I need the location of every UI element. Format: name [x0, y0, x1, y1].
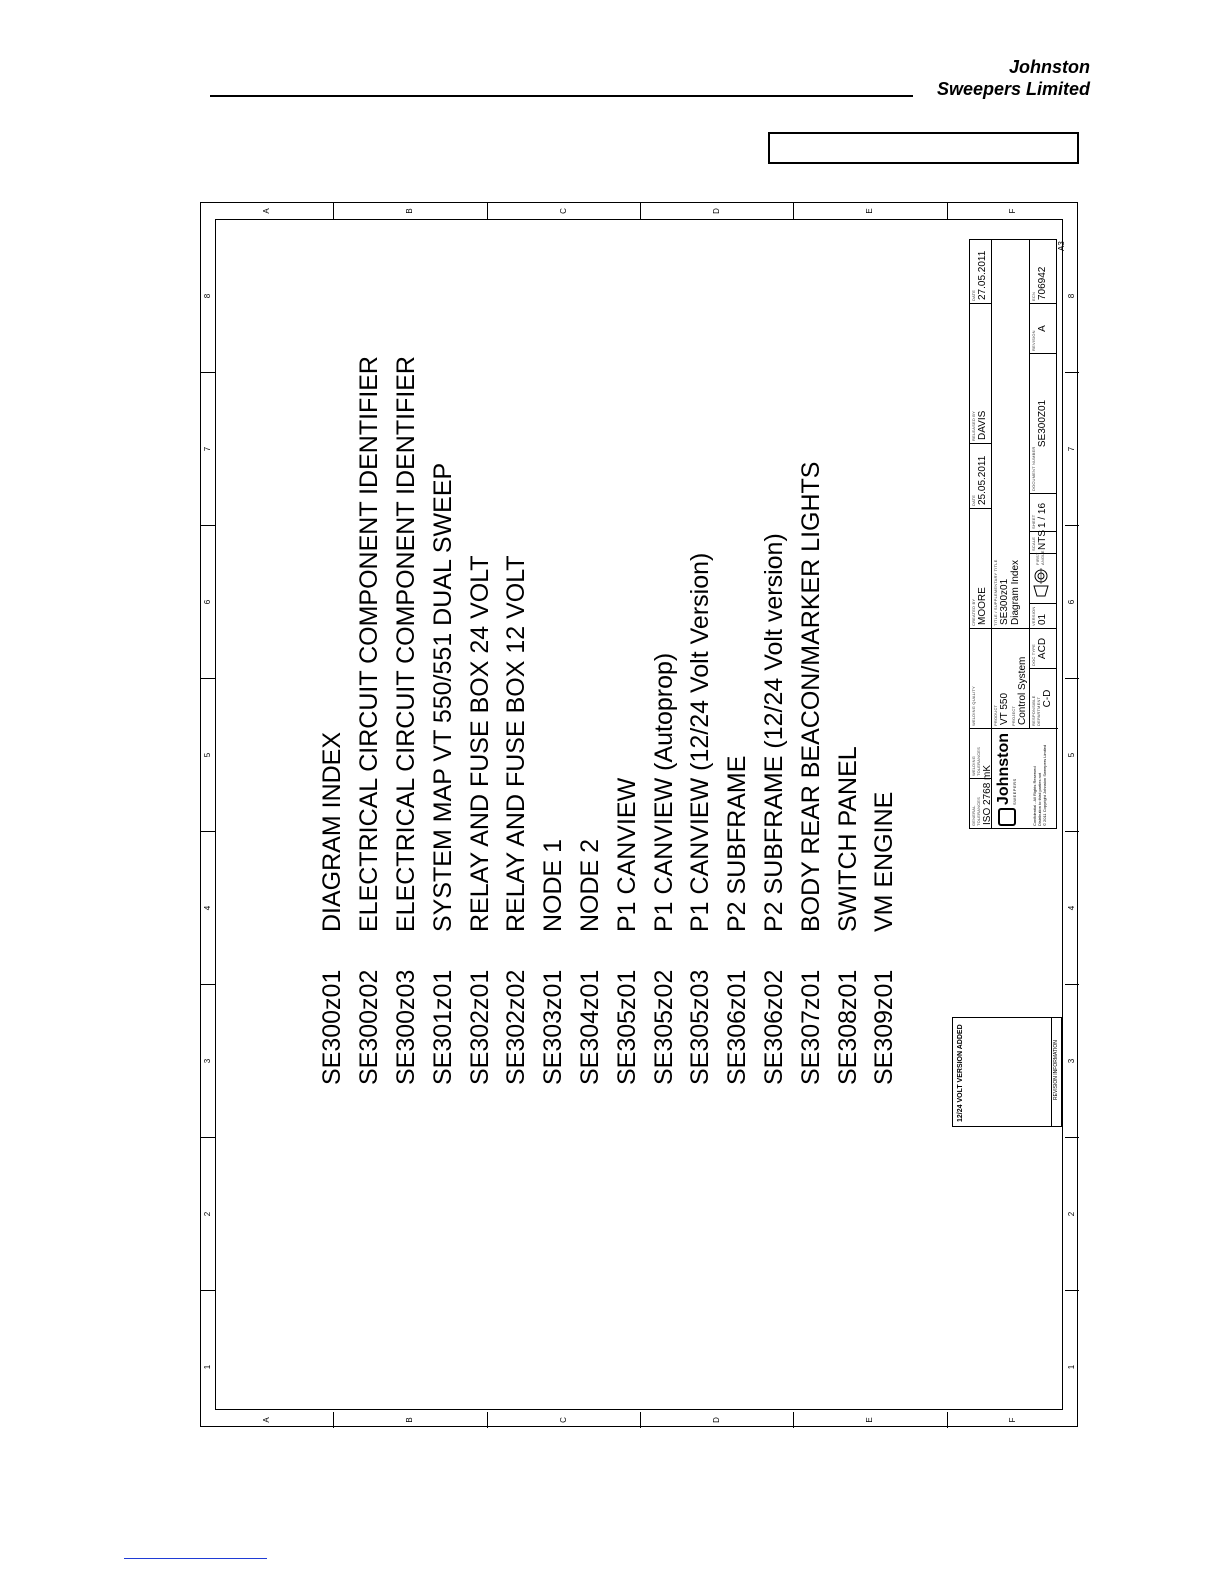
header-empty-box: [768, 132, 1079, 164]
index-row: [866, 356, 903, 1085]
general-tolerances: ISO 2768 mK: [982, 764, 993, 825]
index-title: SYSTEM MAP VT 550/551 DUAL SWEEP: [428, 462, 457, 932]
doc-number: SE300Z01: [1037, 399, 1048, 448]
index-row: [608, 356, 645, 1085]
index-title: ELECTRICAL CIRCUIT COMPONENT IDENTIFIER: [355, 356, 384, 932]
zone-row-label: 6: [1067, 599, 1076, 604]
diagram-index-list: [314, 356, 903, 1085]
index-code: SE301z01: [428, 969, 457, 1085]
index-row: [719, 356, 756, 1085]
version-cell: VERSION 01: [1030, 603, 1057, 628]
index-row: [351, 356, 388, 1085]
zone-column-label: B: [405, 1417, 414, 1423]
released-by: DAVIS: [977, 410, 988, 440]
zone-column-label: F: [1008, 1417, 1017, 1423]
index-title: P1 CANVIEW: [612, 777, 641, 932]
revision-entry: 12/24 VOLT VERSION ADDED: [957, 1024, 964, 1122]
index-code: SE305z01: [612, 969, 641, 1085]
zone-row-label: 2: [1067, 1211, 1076, 1216]
created-by: MOORE: [977, 587, 988, 625]
zone-column-label: E: [865, 208, 874, 214]
logo-sub: SWEEPERS: [1012, 778, 1017, 805]
index-row: [388, 356, 425, 1085]
zone-row-label: 7: [1067, 446, 1076, 451]
zone-tick: [793, 1412, 794, 1428]
index-code: SE309z01: [870, 969, 899, 1085]
zone-tick: [201, 1290, 215, 1291]
zone-tick: [1065, 1137, 1079, 1138]
revision-letter: A: [1037, 325, 1048, 332]
index-row: [829, 356, 866, 1085]
logo-name: Johnston: [995, 733, 1012, 805]
copyright: © 2011 Copyright Johnston Sweepers Limited: [1042, 744, 1047, 826]
index-code: SE300z01: [318, 969, 347, 1085]
index-row: [792, 356, 829, 1085]
created-date: 25.05.2011: [977, 455, 988, 505]
index-title: P1 CANVIEW (Autoprop): [649, 652, 678, 932]
zone-row-label: 1: [203, 1364, 212, 1369]
index-title: ELECTRICAL CIRCUIT COMPONENT IDENTIFIER: [391, 356, 420, 932]
projection-cell: FIRST ANGLE: [1030, 553, 1057, 603]
scale: NTS: [1037, 530, 1048, 550]
zone-tick: [333, 203, 334, 219]
index-row: [535, 356, 572, 1085]
index-code: SE302z01: [465, 969, 494, 1085]
index-title: SWITCH PANEL: [833, 746, 862, 932]
zone-tick: [201, 372, 215, 373]
index-title: NODE 2: [575, 838, 604, 932]
index-row: [424, 356, 461, 1085]
zone-column-label: D: [711, 1417, 721, 1423]
zone-row-label: 4: [203, 905, 212, 910]
zone-tick: [201, 831, 215, 832]
index-title: P1 CANVIEW (12/24 Volt Version): [686, 552, 715, 932]
zone-row-label: 5: [1067, 752, 1076, 757]
zone-column-label: F: [1008, 208, 1017, 214]
index-code: SE306z01: [723, 969, 752, 1085]
company-name: [937, 56, 1090, 100]
index-title: BODY REAR BEACON/MARKER LIGHTS: [796, 461, 825, 932]
confidential-line-1: Confidential - All Rights Reserved: [1032, 766, 1037, 826]
index-row: [682, 356, 719, 1085]
resp-dept-cell: RESPONSIBLE DEPARTMENT C-D: [1030, 668, 1057, 728]
header-rule: [210, 95, 913, 97]
drawing-content: [214, 218, 1066, 1409]
index-title: P2 SUBFRAME (12/24 Volt version): [759, 533, 788, 932]
sheet-cell: SHEET 1 / 16: [1030, 493, 1057, 531]
zone-tick: [201, 678, 215, 679]
zone-tick: [947, 1412, 948, 1428]
index-code: SE300z02: [355, 969, 384, 1085]
revision-box: [952, 1017, 1062, 1127]
index-code: SE308z01: [833, 969, 862, 1085]
confidential-line-2: Distribution to third parties not: [1037, 772, 1042, 826]
title-block: [969, 239, 1057, 829]
index-code: SE302z02: [502, 969, 531, 1085]
sheet: 1 / 16: [1037, 502, 1048, 528]
title-code: SE300z01: [999, 578, 1010, 625]
doc-number-cell: DOCUMENT NUMBER SE300Z01: [1030, 353, 1057, 493]
index-code: SE305z03: [686, 969, 715, 1085]
zone-tick: [1065, 1290, 1079, 1291]
zone-row-label: 1: [1067, 1364, 1076, 1369]
zone-tick: [201, 525, 215, 526]
index-row: [645, 356, 682, 1085]
doc-type-cell: DOC TYPE ACD: [1030, 628, 1057, 668]
zone-tick: [1065, 984, 1079, 985]
index-code: SE307z01: [796, 969, 825, 1085]
index-code: SE304z01: [575, 969, 604, 1085]
zone-column-label: B: [405, 208, 414, 214]
index-code: SE305z02: [649, 969, 678, 1085]
footer-link-underline: [124, 1558, 267, 1559]
released-date: 27.05.2011: [977, 250, 988, 300]
created-by-cell: CREATED BY MOORE: [970, 508, 992, 628]
index-code: SE306z02: [759, 969, 788, 1085]
zone-tick: [333, 1412, 334, 1428]
zone-column-label: C: [558, 1417, 568, 1423]
zone-tick: [640, 203, 641, 219]
zone-row-label: 3: [203, 1058, 212, 1063]
revision-caption: REVISION INFORMATION: [1053, 1040, 1059, 1100]
index-code: SE300z03: [391, 969, 420, 1085]
zone-row-label: 2: [203, 1211, 212, 1216]
version: 01: [1037, 613, 1048, 625]
ecn: 706942: [1037, 266, 1048, 300]
zone-tick: [947, 203, 948, 219]
general-tolerances-cell: GENERAL TOLERANCES ISO 2768 mK: [971, 764, 993, 826]
created-date-cell: DATE 25.05.2011: [970, 443, 992, 508]
zone-tick: [201, 984, 215, 985]
revision-letter-cell: REVISION A: [1030, 303, 1057, 353]
zone-column-label: A: [262, 208, 271, 214]
zone-tick: [793, 203, 794, 219]
index-title: VM ENGINE: [870, 791, 899, 932]
index-row: [461, 356, 498, 1085]
product-project-cell: PRODUCT VT 550 PROJECT Control System: [992, 628, 1030, 728]
first-angle-projection-icon: [1033, 567, 1049, 597]
index-title: RELAY AND FUSE BOX 12 VOLT: [502, 555, 531, 932]
zone-tick: [1065, 678, 1079, 679]
ecn-cell: ECN 706942: [1030, 240, 1057, 303]
logo-cell: [992, 728, 1058, 828]
zone-row-label: 6: [203, 599, 212, 604]
zone-row-label: 5: [203, 752, 212, 757]
index-row: [498, 356, 535, 1085]
index-row: [572, 356, 609, 1085]
drawing-content-rotated: [214, 218, 1066, 1409]
index-title: RELAY AND FUSE BOX 24 VOLT: [465, 555, 494, 932]
resp-dept: C-D: [1042, 689, 1053, 708]
company-line-2: Sweepers Limited: [936, 79, 1090, 99]
zone-row-label: 8: [1067, 293, 1076, 298]
scale-cell: SCALE NTS: [1030, 531, 1057, 553]
index-title: P2 SUBFRAME: [723, 755, 752, 932]
zone-row-label: 7: [203, 446, 212, 451]
company-line-1: Johnston: [1009, 57, 1090, 77]
paper-size: A3: [1057, 241, 1066, 251]
zone-row-label: 3: [1067, 1058, 1076, 1063]
zone-tick: [1065, 372, 1079, 373]
index-row: [756, 356, 793, 1085]
welding-quality-cell: WELDING QUALITY: [970, 628, 992, 728]
released-by-cell: RELEASED BY DAVIS: [970, 303, 992, 443]
index-code: SE303z01: [539, 969, 568, 1085]
zone-tick: [487, 1412, 488, 1428]
doc-type: ACD: [1037, 637, 1048, 660]
product: VT 550: [999, 692, 1010, 725]
zone-tick: [487, 203, 488, 219]
released-date-cell: DATE 27.05.2011: [970, 240, 992, 303]
index-title: DIAGRAM INDEX: [318, 731, 347, 932]
title-cell: TITLE / SUPPLEMENTARY TITLE SE300z01 Diagram Index: [992, 240, 1030, 628]
title-name: Diagram Index: [1010, 559, 1021, 625]
johnston-logo-icon: [998, 808, 1016, 826]
zone-column-label: C: [558, 208, 568, 214]
project: Control System: [1017, 656, 1028, 725]
zone-column-label: D: [711, 208, 721, 214]
zone-column-label: E: [865, 1417, 874, 1423]
zone-row-label: 8: [203, 293, 212, 298]
zone-row-label: 4: [1067, 905, 1076, 910]
index-row: [314, 356, 351, 1085]
zone-column-label: A: [262, 1417, 271, 1423]
zone-tick: [1065, 525, 1079, 526]
zone-tick: [201, 1137, 215, 1138]
welding-tolerances-cell: WELDING TOLERANCES: [970, 728, 992, 778]
zone-tick: [1065, 831, 1079, 832]
index-title: NODE 1: [539, 838, 568, 932]
zone-tick: [640, 1412, 641, 1428]
